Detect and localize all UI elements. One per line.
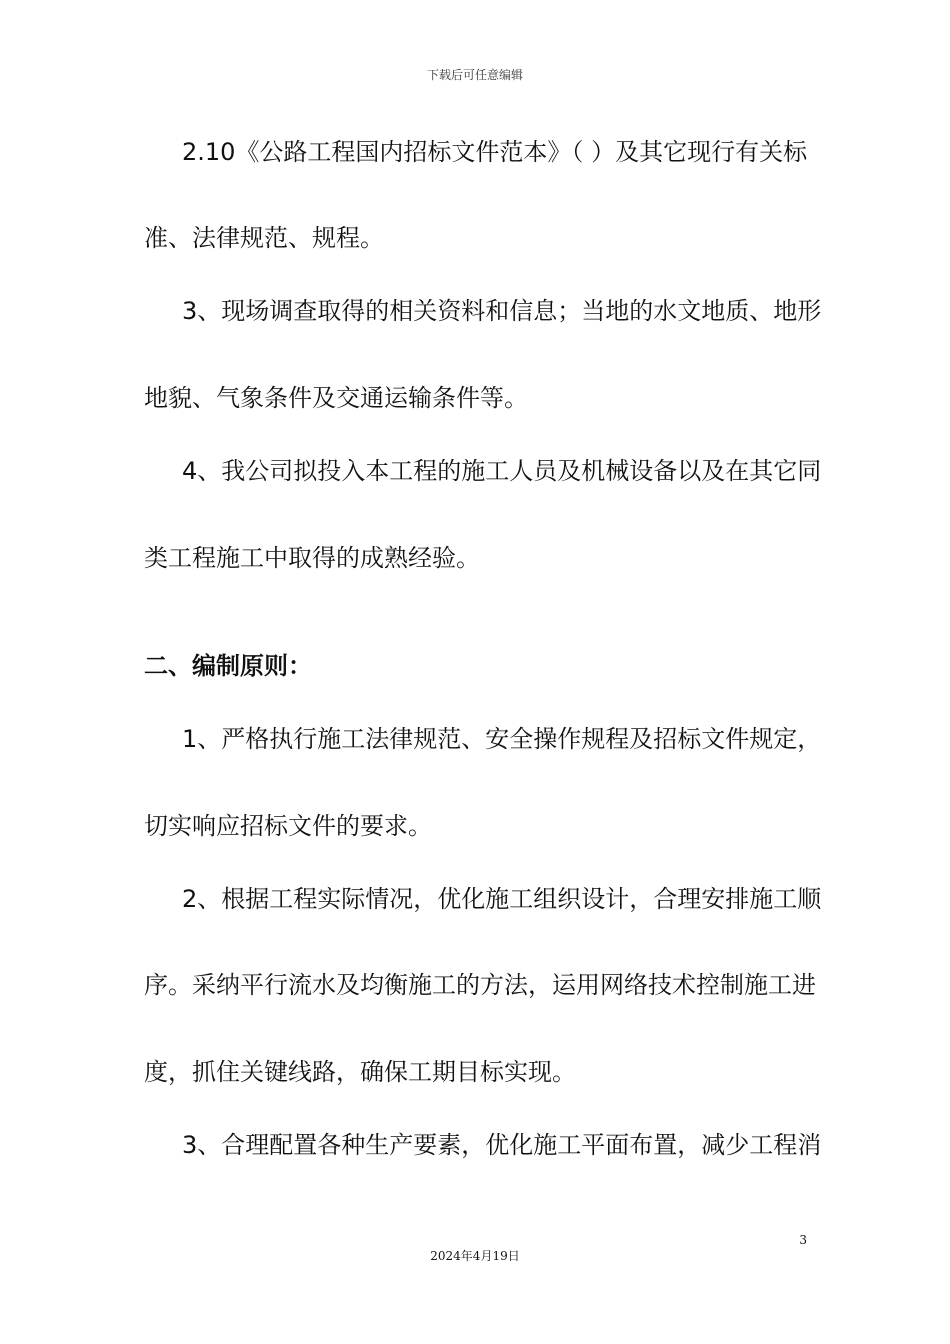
section-heading: 二、编制原则： — [144, 652, 312, 680]
body-line: 地貌、气象条件及交通运输条件等。 — [144, 384, 528, 412]
body-line: 4、我公司拟投入本工程的施工人员及机械设备以及在其它同 — [182, 457, 822, 485]
body-line: 度，抓住关键线路，确保工期目标实现。 — [144, 1058, 576, 1086]
page-number: 3 — [799, 1233, 807, 1247]
body-line: 准、法律规范、规程。 — [144, 224, 384, 252]
footer-date: 2024年4月19日 — [430, 1249, 520, 1263]
body-line: 1、严格执行施工法律规范、安全操作规程及招标文件规定， — [182, 725, 822, 753]
body-line: 类工程施工中取得的成熟经验。 — [144, 544, 480, 572]
body-line: 序。采纳平行流水及均衡施工的方法，运用网络技术控制施工进 — [144, 971, 816, 999]
page-header: 下载后可任意编辑 — [426, 68, 523, 82]
body-line: 2、根据工程实际情况，优化施工组织设计，合理安排施工顺 — [182, 885, 822, 913]
body-line: 2.10《公路工程国内招标文件范本》（ ）及其它现行有关标 — [182, 138, 808, 166]
body-line: 3、合理配置各种生产要素，优化施工平面布置，减少工程消 — [182, 1131, 822, 1159]
body-line: 3、现场调查取得的相关资料和信息；当地的水文地质、地形 — [182, 297, 822, 325]
body-line: 切实响应招标文件的要求。 — [144, 812, 432, 840]
